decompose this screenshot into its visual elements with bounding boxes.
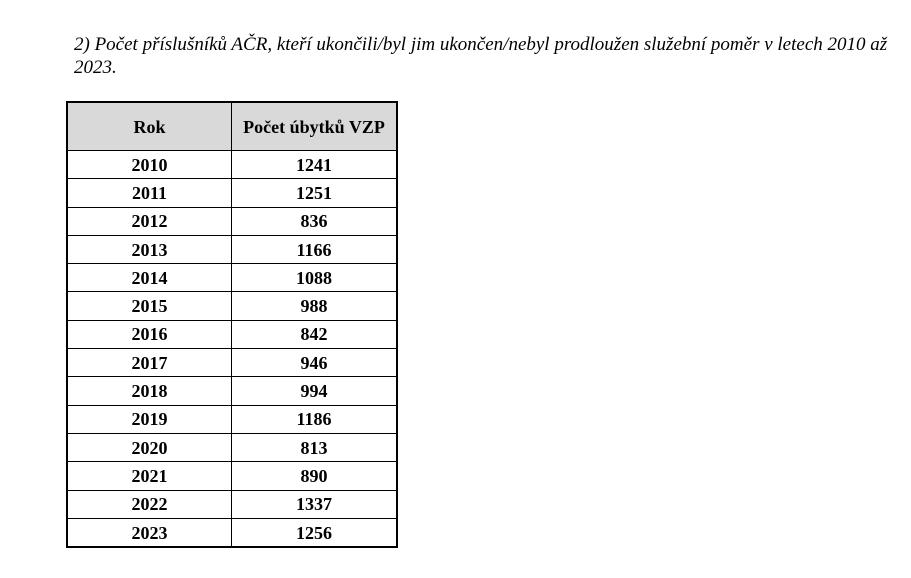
table-row <box>67 405 397 433</box>
table-row <box>67 490 397 518</box>
table-row <box>67 433 397 461</box>
column-header-pocet-ubytku: Počet úbytků VZP <box>232 102 398 151</box>
year-cell: 2019 <box>67 405 232 433</box>
count-cell: 946 <box>232 349 398 377</box>
year-cell: 2012 <box>67 207 232 235</box>
year-cell: 2017 <box>67 349 232 377</box>
column-header-rok: Rok <box>67 102 232 151</box>
count-cell: 1186 <box>232 405 398 433</box>
year-cell: 2016 <box>67 320 232 348</box>
table-row <box>67 320 397 348</box>
year-cell: 2021 <box>67 462 232 490</box>
year-cell: 2020 <box>67 433 232 461</box>
count-cell: 1251 <box>232 179 398 207</box>
count-cell: 1256 <box>232 518 398 547</box>
count-cell: 1241 <box>232 151 398 179</box>
data-table <box>66 101 398 548</box>
year-cell: 2010 <box>67 151 232 179</box>
table-row <box>67 292 397 320</box>
count-cell: 1088 <box>232 264 398 292</box>
year-cell: 2015 <box>67 292 232 320</box>
year-cell: 2023 <box>67 518 232 547</box>
count-cell: 994 <box>232 377 398 405</box>
count-cell: 842 <box>232 320 398 348</box>
table-header-row <box>67 102 397 151</box>
table-row <box>67 349 397 377</box>
year-cell: 2022 <box>67 490 232 518</box>
year-cell: 2013 <box>67 235 232 263</box>
table-row <box>67 377 397 405</box>
year-cell: 2018 <box>67 377 232 405</box>
count-cell: 1166 <box>232 235 398 263</box>
table-row <box>67 151 397 179</box>
year-cell: 2014 <box>67 264 232 292</box>
table-row <box>67 207 397 235</box>
count-cell: 988 <box>232 292 398 320</box>
year-cell: 2011 <box>67 179 232 207</box>
table-row <box>67 462 397 490</box>
count-cell: 890 <box>232 462 398 490</box>
table-row <box>67 235 397 263</box>
count-cell: 1337 <box>232 490 398 518</box>
count-cell: 836 <box>232 207 398 235</box>
table-row <box>67 179 397 207</box>
table-row <box>67 264 397 292</box>
count-cell: 813 <box>232 433 398 461</box>
table-row <box>67 518 397 547</box>
section-heading: 2) Počet příslušníků AČR, kteří ukončili/byl jim ukončen/nebyl prodloužen služební poměr v letech 2010 až 2023. <box>74 34 888 78</box>
